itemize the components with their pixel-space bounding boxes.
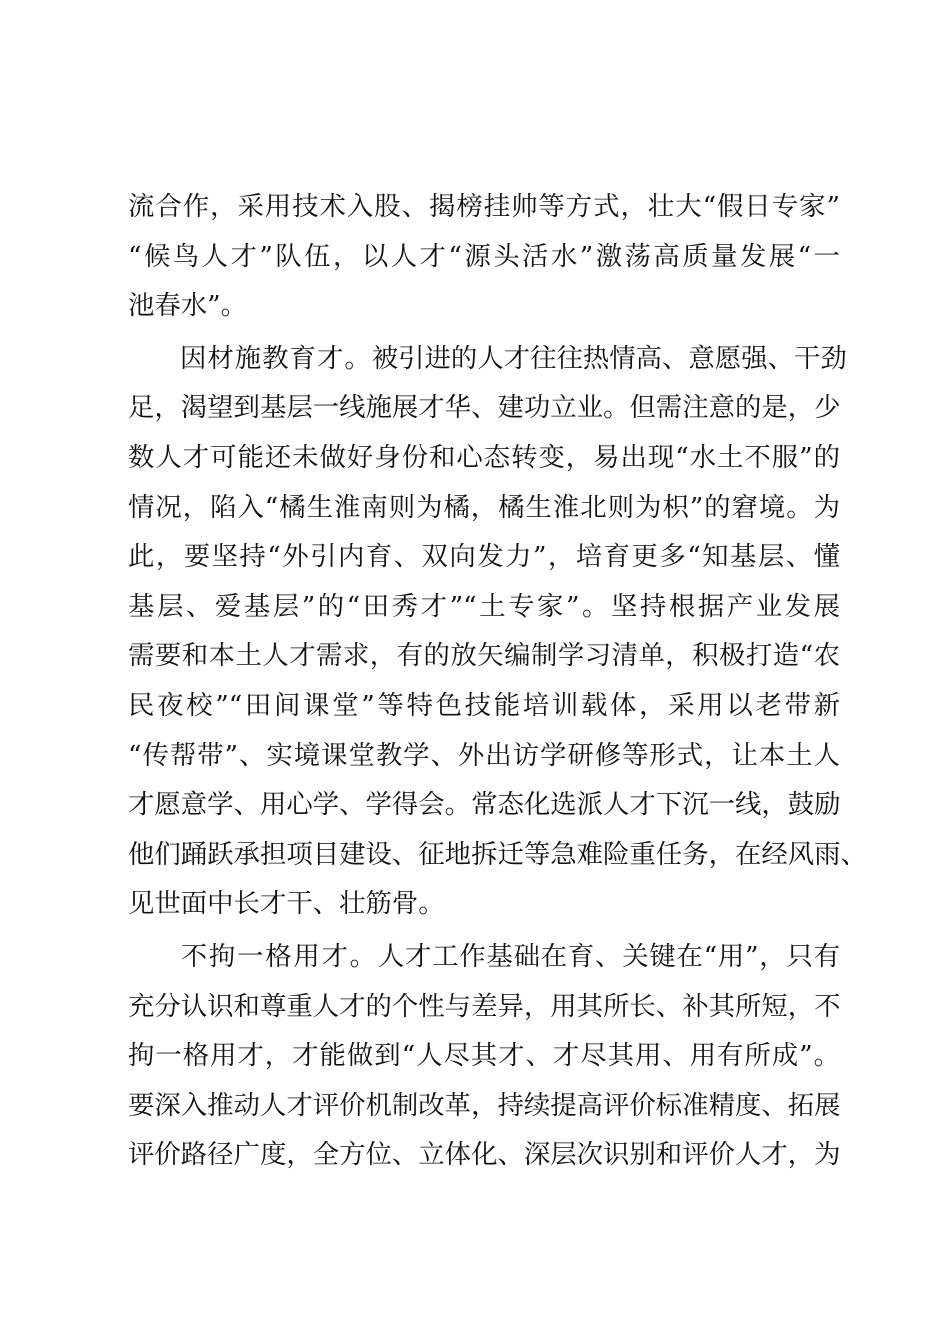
text-line: 基层、爱基层”的“田秀才”“土专家”。坚持根据产业发展 bbox=[128, 590, 840, 622]
text-segment: 人才工作基础在育、关键在“用”，只有 bbox=[377, 940, 841, 972]
text-line: 流合作，采用技术入股、揭榜挂帅等方式，壮大“假日专家” bbox=[128, 191, 840, 222]
section-heading: 因材施教育才。 bbox=[180, 342, 372, 374]
text-line: 池春水”。 bbox=[128, 290, 248, 322]
text-line: 民夜校”“田间课堂”等特色技能培训载体，采用以老带新 bbox=[128, 689, 840, 721]
text-line: 才愿意学、用心学、学得会。常态化选派人才下沉一线，鼓励 bbox=[128, 789, 841, 821]
text-line: 情况，陷入“橘生淮南则为橘，橘生淮北则为枳”的窘境。为 bbox=[128, 491, 840, 523]
text-line-first bbox=[128, 932, 840, 982]
text-line: 评价路径广度，全方位、立体化、深层次识别和评价人才，为 bbox=[128, 1139, 841, 1171]
text-line: 数人才可能还未做好身份和心态转变，易出现“水土不服”的 bbox=[128, 441, 840, 473]
paragraph-1 bbox=[128, 182, 840, 331]
document-body bbox=[128, 182, 867, 1180]
text-line: 见世面中长才干、壮筋骨。 bbox=[128, 888, 445, 920]
text-line: 他们踊跃承担项目建设、征地拆迁等急难险重任务，在经风雨、 bbox=[128, 838, 867, 870]
text-line: 足，渴望到基层一线施展才华、建功立业。但需注意的是，少 bbox=[128, 392, 841, 424]
text-line: 拘一格用才，才能做到“人尽其才、才尽其用、用有所成”。 bbox=[128, 1040, 840, 1072]
text-line: “传帮带”、实境课堂教学、外出访学研修等形式，让本土人 bbox=[128, 739, 840, 771]
section-heading: 不拘一格用才。 bbox=[180, 940, 378, 972]
text-line: 此，要坚持“外引内育、双向发力”，培育更多“知基层、懂 bbox=[128, 541, 840, 573]
text-line: 要深入推动人才评价机制改革，持续提高评价标准精度、拓展 bbox=[128, 1089, 841, 1121]
paragraph-2 bbox=[128, 334, 867, 929]
text-line: 需要和本土人才需求，有的放矢编制学习清单，积极打造“农 bbox=[128, 640, 840, 672]
text-line: “候鸟人才”队伍，以人才“源头活水”激荡高质量发展“一 bbox=[128, 240, 840, 272]
paragraph-3 bbox=[128, 932, 840, 1180]
text-line: 充分认识和尊重人才的个性与差异，用其所长、补其所短，不 bbox=[128, 990, 841, 1022]
text-line-first bbox=[128, 334, 847, 384]
text-segment: 被引进的人才往往热情高、意愿强、干劲 bbox=[371, 342, 847, 374]
